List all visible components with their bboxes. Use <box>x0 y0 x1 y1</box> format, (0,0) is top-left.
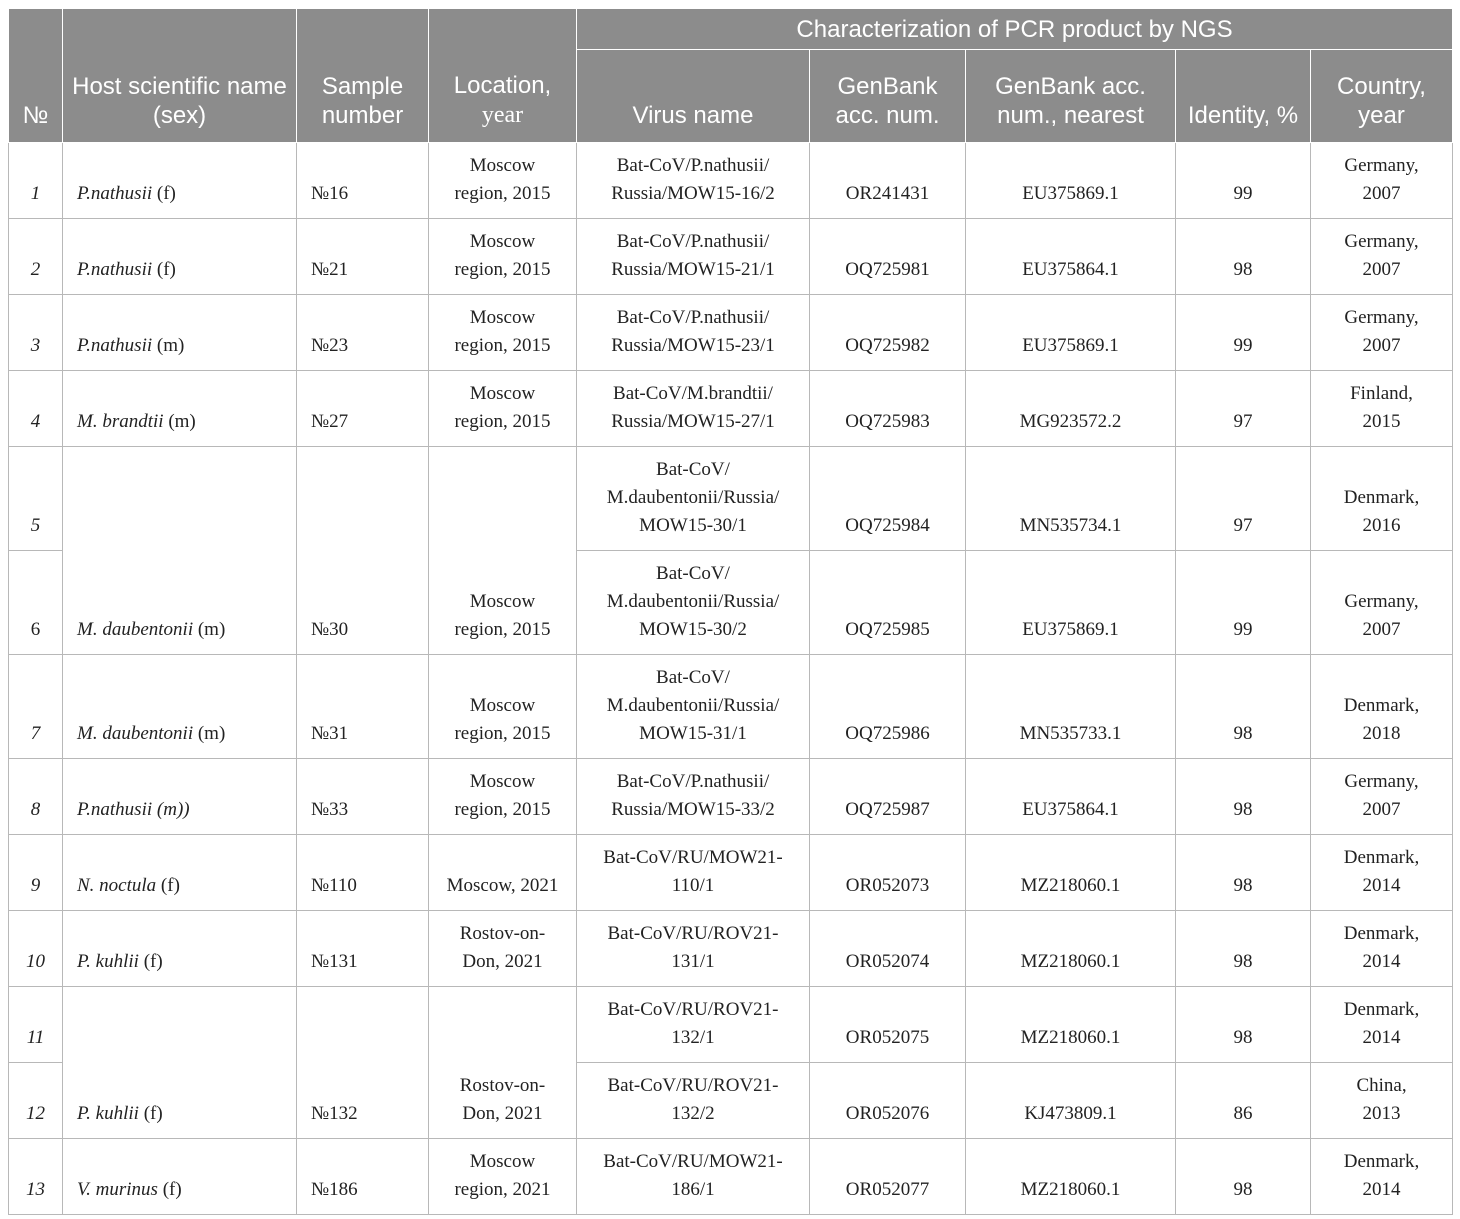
species: V. murinus <box>77 1179 158 1200</box>
location-cell: Moscow, 2021 <box>429 835 577 911</box>
sex: (f) <box>138 1103 163 1124</box>
table-row <box>9 1139 1453 1215</box>
virus-cell: Bat-CoV/RU/ROV21- 131/1 <box>577 911 810 987</box>
sample-cell: №30 <box>297 447 429 655</box>
virus-cell: Bat-CoV/P.nathusii/ Russia/MOW15-16/2 <box>577 143 810 219</box>
nearest-cell: MZ218060.1 <box>966 1139 1176 1215</box>
row-num: 1 <box>9 143 63 219</box>
identity-cell: 99 <box>1176 143 1311 219</box>
genbank-cell: OQ725982 <box>810 295 966 371</box>
species: M. brandtii <box>77 411 164 432</box>
species: P.nathusii <box>77 183 153 204</box>
row-num: 7 <box>9 655 63 759</box>
sample-cell: №21 <box>297 219 429 295</box>
row-num: 10 <box>9 911 63 987</box>
sex: (f) <box>157 1179 182 1200</box>
sex: (m) <box>152 335 185 356</box>
header-num: № <box>9 9 63 143</box>
header-country: Country, year <box>1311 50 1453 143</box>
host-cell <box>63 835 297 911</box>
row-num: 12 <box>9 1063 63 1139</box>
identity-cell: 98 <box>1176 655 1311 759</box>
host-cell <box>63 1139 297 1215</box>
header-virus: Virus name <box>577 50 810 143</box>
row-num: 8 <box>9 759 63 835</box>
location-cell: Moscow region, 2015 <box>429 295 577 371</box>
identity-cell: 97 <box>1176 447 1311 551</box>
location-cell: Moscow region, 2015 <box>429 143 577 219</box>
table-row <box>9 371 1453 447</box>
species: P. kuhlii <box>77 951 139 972</box>
table-row <box>9 987 1453 1063</box>
host-cell <box>63 987 297 1139</box>
row-num: 11 <box>9 987 63 1063</box>
genbank-cell: OQ725984 <box>810 447 966 551</box>
sample-cell: №16 <box>297 143 429 219</box>
host-cell <box>63 219 297 295</box>
table-row <box>9 447 1453 551</box>
virus-cell: Bat-CoV/ M.daubentonii/Russia/ MOW15-31/1 <box>577 655 810 759</box>
row-num: 13 <box>9 1139 63 1215</box>
header-location-year: year <box>481 102 524 128</box>
country-cell: Denmark, 2014 <box>1311 911 1453 987</box>
location-cell: Moscow region, 2015 <box>429 447 577 655</box>
country-cell: Germany, 2007 <box>1311 295 1453 371</box>
table-row <box>9 655 1453 759</box>
header-genbank: GenBank acc. num. <box>810 50 966 143</box>
identity-cell: 98 <box>1176 759 1311 835</box>
identity-cell: 98 <box>1176 911 1311 987</box>
country-cell: Denmark, 2016 <box>1311 447 1453 551</box>
table-row <box>9 143 1453 219</box>
sex: (f) <box>152 183 176 204</box>
location-cell: Moscow region, 2015 <box>429 219 577 295</box>
species: P.nathusii <box>77 799 153 820</box>
country-cell: Denmark, 2014 <box>1311 987 1453 1063</box>
virus-cell: Bat-CoV/RU/MOW21- 110/1 <box>577 835 810 911</box>
genbank-cell: OQ725981 <box>810 219 966 295</box>
host-cell <box>63 371 297 447</box>
species: P.nathusii <box>77 335 153 356</box>
sex: (f) <box>156 875 180 896</box>
country-cell: Denmark, 2014 <box>1311 835 1453 911</box>
virus-cell: Bat-CoV/ M.daubentonii/Russia/ MOW15-30/1 <box>577 447 810 551</box>
row-num: 2 <box>9 219 63 295</box>
country-cell: Germany, 2007 <box>1311 219 1453 295</box>
nearest-cell: MG923572.2 <box>966 371 1176 447</box>
virus-cell: Bat-CoV/P.nathusii/ Russia/MOW15-21/1 <box>577 219 810 295</box>
country-cell: China, 2013 <box>1311 1063 1453 1139</box>
sample-cell: №186 <box>297 1139 429 1215</box>
identity-cell: 98 <box>1176 987 1311 1063</box>
virus-cell: Bat-CoV/RU/ROV21- 132/2 <box>577 1063 810 1139</box>
virus-cell: Bat-CoV/M.brandtii/ Russia/MOW15-27/1 <box>577 371 810 447</box>
genbank-cell: OQ725987 <box>810 759 966 835</box>
country-cell: Finland, 2015 <box>1311 371 1453 447</box>
nearest-cell: EU375864.1 <box>966 759 1176 835</box>
genbank-cell: OR241431 <box>810 143 966 219</box>
nearest-cell: MN535734.1 <box>966 447 1176 551</box>
results-table <box>8 8 1453 1215</box>
genbank-cell: OQ725986 <box>810 655 966 759</box>
identity-cell: 98 <box>1176 219 1311 295</box>
sample-cell: №110 <box>297 835 429 911</box>
row-num: 4 <box>9 371 63 447</box>
nearest-cell: EU375869.1 <box>966 551 1176 655</box>
header-group: Characterization of PCR product by NGS <box>577 9 1453 50</box>
country-cell: Denmark, 2014 <box>1311 1139 1453 1215</box>
virus-cell: Bat-CoV/P.nathusii/ Russia/MOW15-23/1 <box>577 295 810 371</box>
nearest-cell: EU375869.1 <box>966 295 1176 371</box>
nearest-cell: EU375864.1 <box>966 219 1176 295</box>
location-cell: Moscow region, 2015 <box>429 759 577 835</box>
table-row <box>9 835 1453 911</box>
location-cell: Rostov-on- Don, 2021 <box>429 911 577 987</box>
species: P. kuhlii <box>77 1103 139 1124</box>
sex: (m) <box>193 619 226 640</box>
virus-cell: Bat-CoV/RU/ROV21- 132/1 <box>577 987 810 1063</box>
virus-cell: Bat-CoV/P.nathusii/ Russia/MOW15-33/2 <box>577 759 810 835</box>
row-num: 9 <box>9 835 63 911</box>
sample-cell: №33 <box>297 759 429 835</box>
table-row <box>9 759 1453 835</box>
country-cell: Denmark, 2018 <box>1311 655 1453 759</box>
sex: (m) <box>163 411 196 432</box>
identity-cell: 99 <box>1176 551 1311 655</box>
host-cell <box>63 655 297 759</box>
genbank-cell: OR052076 <box>810 1063 966 1139</box>
species: M. daubentonii <box>77 619 194 640</box>
sex: (m) <box>193 723 226 744</box>
sex: (f) <box>152 259 176 280</box>
nearest-cell: KJ473809.1 <box>966 1063 1176 1139</box>
header-sample: Sample number <box>297 9 429 143</box>
header-nearest: GenBank acc. num., nearest <box>966 50 1176 143</box>
country-cell: Germany, 2007 <box>1311 143 1453 219</box>
nearest-cell: MZ218060.1 <box>966 987 1176 1063</box>
identity-cell: 98 <box>1176 835 1311 911</box>
identity-cell: 97 <box>1176 371 1311 447</box>
header-identity: Identity, % <box>1176 50 1311 143</box>
genbank-cell: OR052074 <box>810 911 966 987</box>
header-location-main: Location, <box>453 72 552 99</box>
sex: (m)) <box>152 799 190 820</box>
table-row <box>9 295 1453 371</box>
genbank-cell: OQ725985 <box>810 551 966 655</box>
sample-cell: №131 <box>297 911 429 987</box>
nearest-cell: EU375869.1 <box>966 143 1176 219</box>
country-cell: Germany, 2007 <box>1311 551 1453 655</box>
virus-cell: Bat-CoV/ M.daubentonii/Russia/ MOW15-30/2 <box>577 551 810 655</box>
species: M. daubentonii <box>77 723 194 744</box>
nearest-cell: MZ218060.1 <box>966 835 1176 911</box>
genbank-cell: OQ725983 <box>810 371 966 447</box>
location-cell: Moscow region, 2015 <box>429 371 577 447</box>
sample-cell: №31 <box>297 655 429 759</box>
row-num: 3 <box>9 295 63 371</box>
identity-cell: 98 <box>1176 1139 1311 1215</box>
country-cell: Germany, 2007 <box>1311 759 1453 835</box>
row-num: 6 <box>9 551 63 655</box>
species: P.nathusii <box>77 259 153 280</box>
location-cell: Moscow region, 2021 <box>429 1139 577 1215</box>
host-cell <box>63 447 297 655</box>
sex: (f) <box>138 951 163 972</box>
species: N. noctula <box>77 875 157 896</box>
nearest-cell: MZ218060.1 <box>966 911 1176 987</box>
sample-cell: №132 <box>297 987 429 1139</box>
table-row <box>9 911 1453 987</box>
identity-cell: 86 <box>1176 1063 1311 1139</box>
header-host: Host scientific name (sex) <box>63 9 297 143</box>
location-cell: Rostov-on- Don, 2021 <box>429 987 577 1139</box>
header-location <box>429 9 577 143</box>
sample-cell: №23 <box>297 295 429 371</box>
virus-cell: Bat-CoV/RU/MOW21- 186/1 <box>577 1139 810 1215</box>
identity-cell: 99 <box>1176 295 1311 371</box>
sample-cell: №27 <box>297 371 429 447</box>
host-cell <box>63 759 297 835</box>
nearest-cell: MN535733.1 <box>966 655 1176 759</box>
table-row <box>9 219 1453 295</box>
host-cell <box>63 143 297 219</box>
host-cell <box>63 911 297 987</box>
row-num: 5 <box>9 447 63 551</box>
genbank-cell: OR052075 <box>810 987 966 1063</box>
host-cell <box>63 295 297 371</box>
location-cell: Moscow region, 2015 <box>429 655 577 759</box>
genbank-cell: OR052073 <box>810 835 966 911</box>
genbank-cell: OR052077 <box>810 1139 966 1215</box>
